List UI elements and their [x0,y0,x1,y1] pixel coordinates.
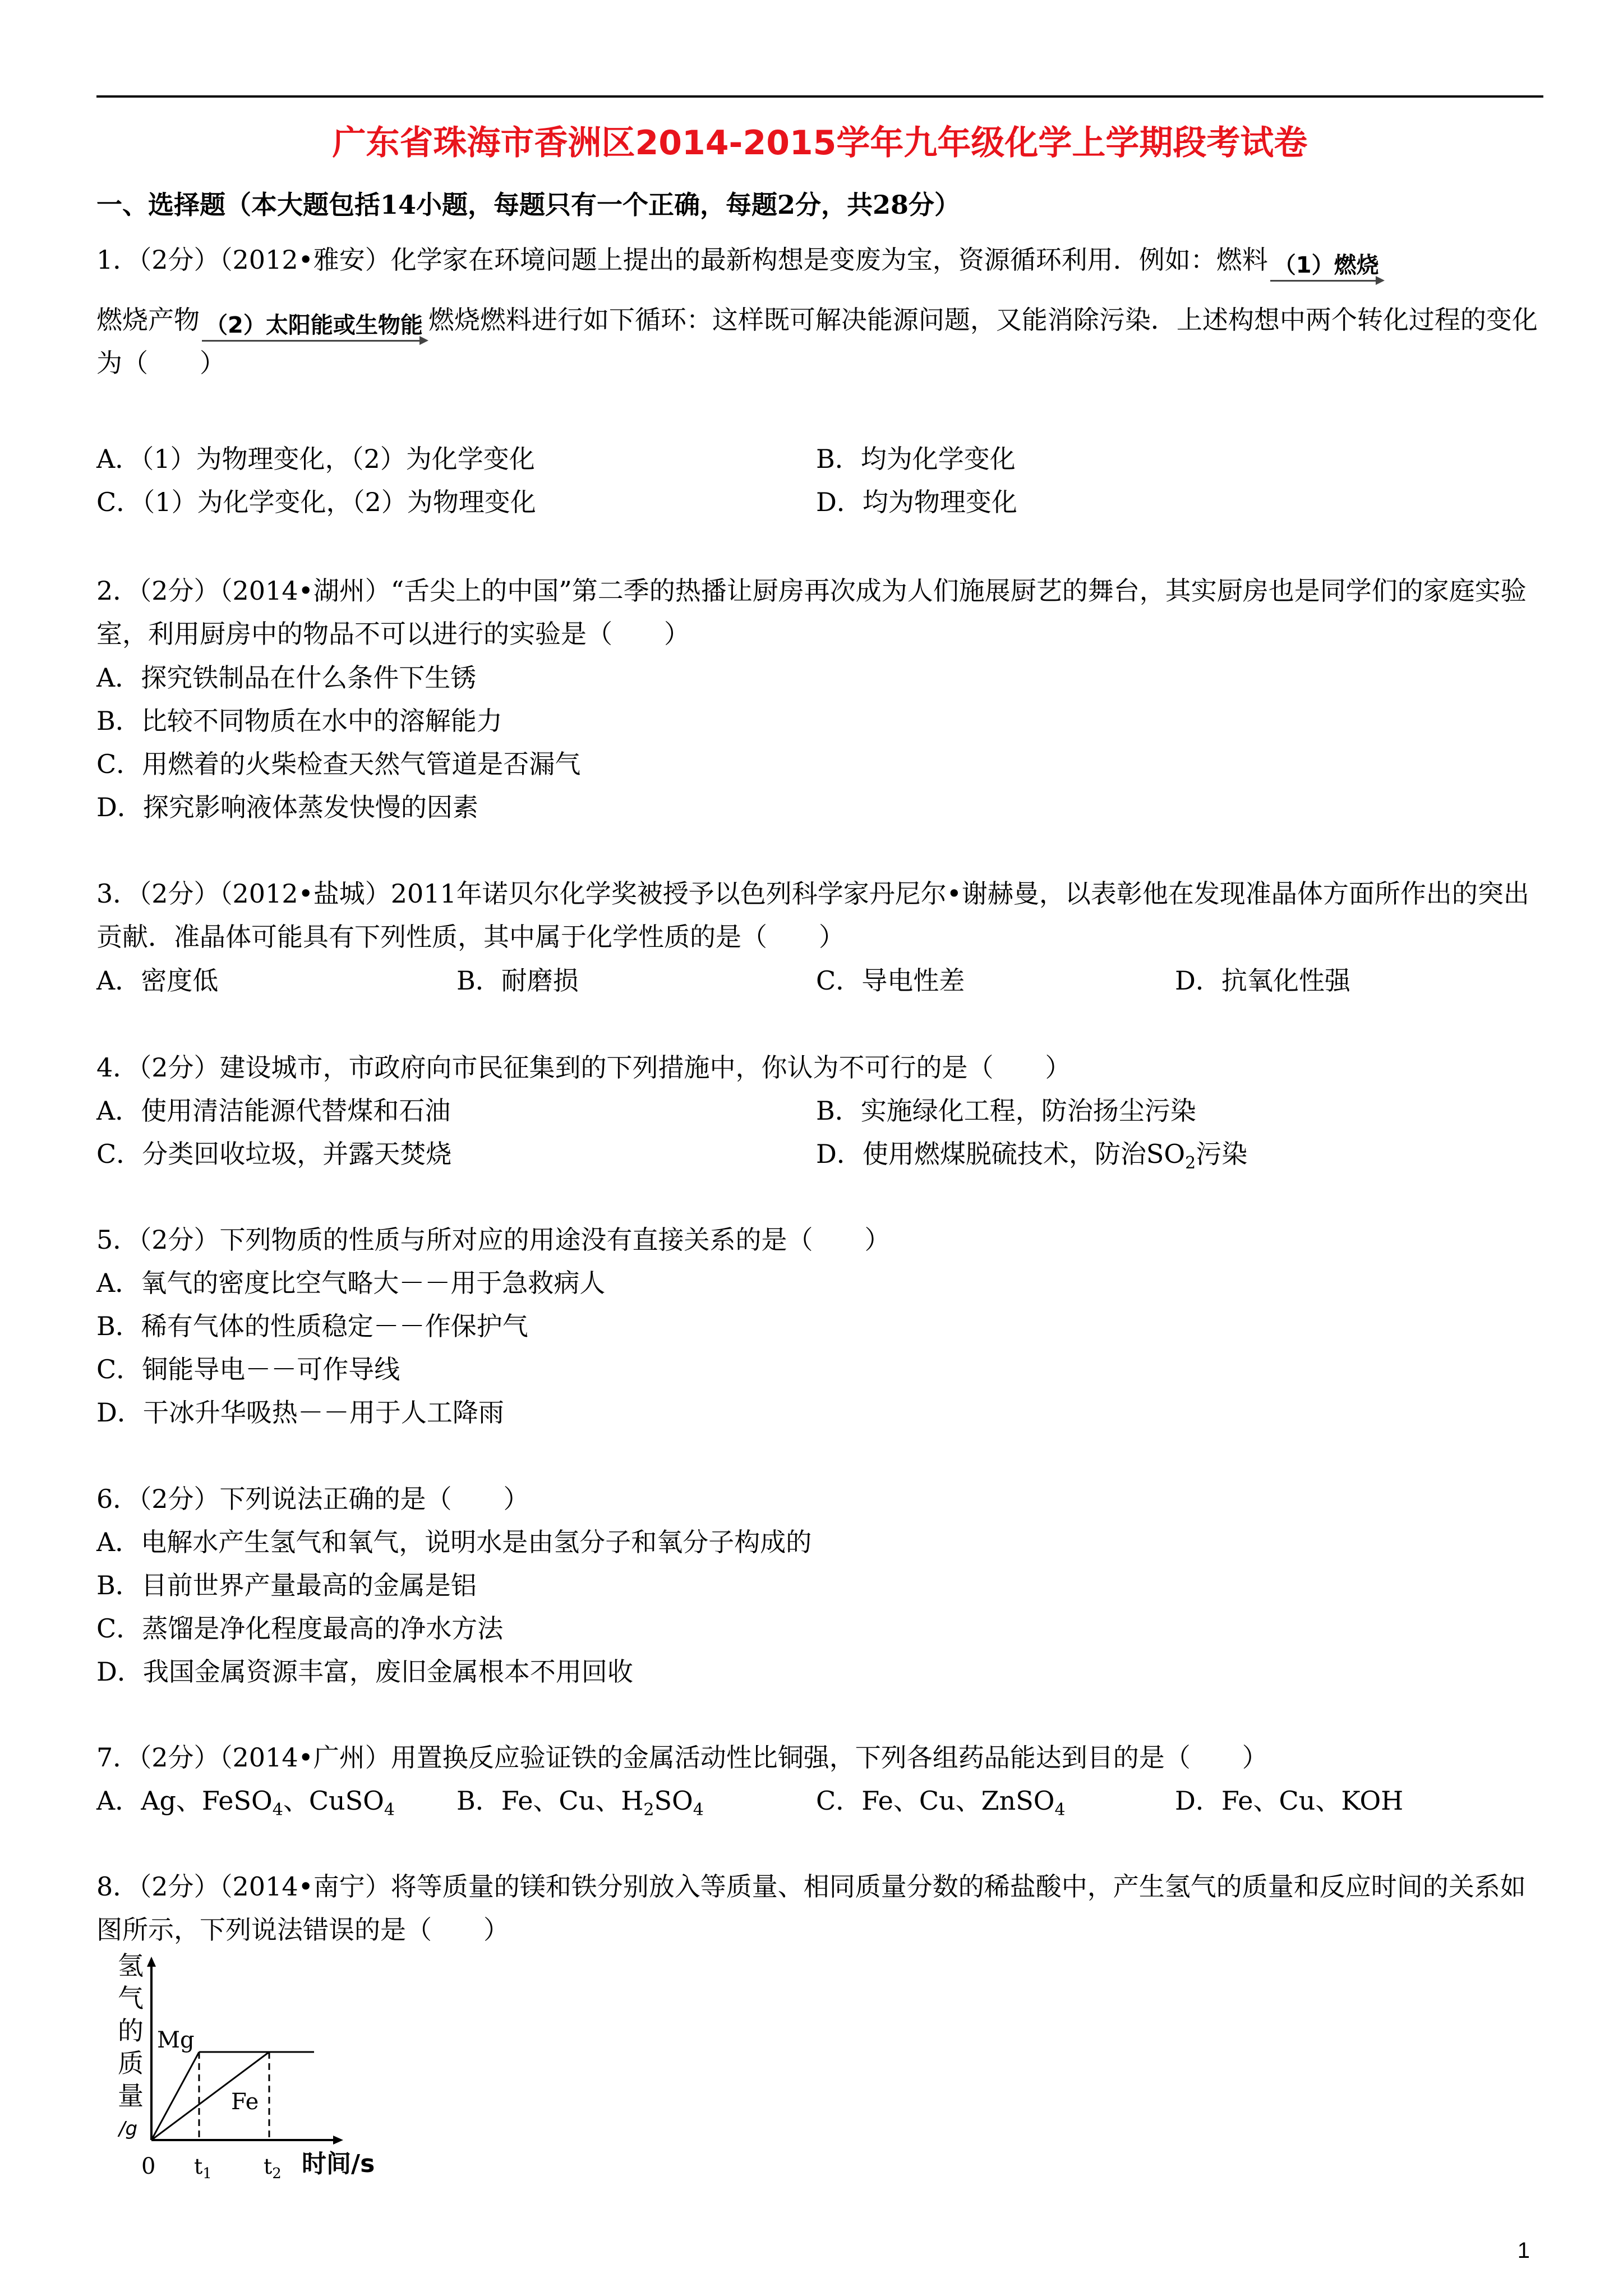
q4-option-d-subscript: 2 [1185,1153,1196,1174]
question-1 [96,238,1543,385]
q4-option-c: C．分类回收垃圾，并露天焚烧 [96,1139,452,1169]
q6-option-b: B．目前世界产量最高的金属是铝 [96,1570,477,1600]
t2-letter: t [264,2154,273,2179]
q7-option-c [816,1779,1066,1832]
x-axis-label: 时间/s [302,2150,375,2178]
ylabel-char-3: 的 [118,2016,144,2046]
t2-label [264,2154,282,2182]
q1-text-c: 燃烧燃料进行如下循环：这样既可解决能源问题，又能消除污染．上述构想中两个转化过程的变化为（ ） [96,305,1538,378]
q7-c-text: C．Fe、Cu、ZnSO [816,1786,1055,1816]
t1-subscript: 1 [202,2165,212,2182]
q6-option-a: A．电解水产生氢气和氧气，说明水是由氢分子和氧分子构成的 [96,1527,812,1557]
q3-option-c: C．导电性差 [816,965,965,996]
page-number: 1 [1517,2238,1530,2263]
top-rule [96,95,1543,98]
mg-label: Mg [157,2027,195,2053]
section-heading: 一、选择题（本大题包括14小题，每题只有一个正确，每题2分，共28分） [96,190,961,220]
q4-option-b: B．实施绿化工程，防治扬尘污染 [816,1096,1196,1126]
page-title: 广东省珠海市香洲区2014-2015学年九年级化学上学期段考试卷 [332,123,1308,163]
q1-text-a: 1．（2分）（2012•雅安）化学家在环境问题上提出的最新构想是变废为宝，资源循环利用．例如：燃料 [96,245,1268,275]
q7-b-sub1: 2 [643,1800,654,1820]
question-3: 3．（2分）（2012•盐城）2011年诺贝尔化学奖被授予以色列科学家丹尼尔•谢赫曼，以表彰他在发现准晶体方面所作出的突出贡献．准晶体可能具有下列性质，其中属于化学性质的是（ ） [96,878,1529,952]
q4-option-d-text: D．使用燃煤脱硫技术，防治SO [816,1139,1186,1169]
t2-subscript: 2 [272,2165,282,2182]
q7-option-a [96,1779,395,1832]
reaction-arrow-2: （2）太阳能或生物能 [202,312,426,342]
q7-a-text: A．Ag、FeSO [96,1786,273,1816]
q7-a-sub1: 4 [272,1800,283,1820]
q4-option-d-text-end: 污染 [1196,1139,1248,1169]
question-4: 4．（2分）建设城市，市政府向市民征集到的下列措施中，你认为不可行的是（ ） [96,1052,1071,1083]
q3-option-a: A．密度低 [96,965,219,996]
q5-option-c: C．铜能导电－－可作导线 [96,1354,400,1384]
origin-label: 0 [141,2154,156,2179]
q2-option-c: C．用燃着的火柴检查天然气管道是否漏气 [96,749,581,779]
ylabel-char-2: 气 [118,1983,144,2013]
hydrogen-mass-time-graph [95,1947,432,2205]
q5-option-a: A．氧气的密度比空气略大－－用于急救病人 [96,1268,606,1298]
t1-label [194,2154,212,2182]
q1-option-a: A．（1）为物理变化，（2）为化学变化 [96,444,535,474]
x-axis-arrow [333,2136,343,2145]
q7-a-sub2: 4 [384,1800,395,1820]
y-unit: /g [119,2118,138,2140]
y-axis-arrow [147,1957,156,1967]
q7-a-text2: 、CuSO [283,1786,384,1816]
q7-b-sub2: 4 [693,1800,704,1820]
q6-option-d: D．我国金属资源丰富，废旧金属根本不用回收 [96,1657,633,1687]
question-2: 2．（2分）（2014•湖州）“舌尖上的中国”第二季的热播让厨房再次成为人们施展厨艺的舞台，其实厨房也是同学们的家庭实验室，利用厨房中的物品不可以进行的实验是（ ） [96,576,1527,649]
q2-option-d: D．探究影响液体蒸发快慢的因素 [96,792,478,822]
q1-option-b: B．均为化学变化 [816,444,1016,474]
question-5: 5．（2分）下列物质的性质与所对应的用途没有直接关系的是（ ） [96,1225,891,1255]
q3-option-b: B．耐磨损 [457,965,579,996]
ylabel-char-1: 氢 [118,1950,144,1981]
q4-option-a: A．使用清洁能源代替煤和石油 [96,1096,451,1126]
q4-option-d [816,1133,1247,1185]
mg-line [151,2052,199,2140]
q7-c-sub: 4 [1054,1800,1066,1820]
q5-option-b: B．稀有气体的性质稳定－－作保护气 [96,1311,528,1341]
q2-option-a: A．探究铁制品在什么条件下生锈 [96,662,477,693]
q7-b-text: B．Fe、Cu、H [457,1786,644,1816]
t1-letter: t [194,2154,203,2179]
ylabel-char-5: 量 [118,2081,144,2111]
question-6: 6．（2分）下列说法正确的是（ ） [96,1484,529,1514]
ylabel-char-4: 质 [118,2048,144,2078]
q1-option-c: C．（1）为化学变化，（2）为物理变化 [96,487,536,517]
fe-label: Fe [231,2089,259,2115]
q6-option-c: C．蒸馏是净化程度最高的净水方法 [96,1613,504,1644]
reaction-arrow-1: （1）燃烧 [1270,252,1382,282]
q3-option-d: D．抗氧化性强 [1175,965,1350,996]
q7-b-text2: SO [654,1786,693,1816]
question-7: 7．（2分）（2014•广州）用置换反应验证铁的金属活动性比铜强，下列各组药品能达到目的是（ ） [96,1742,1268,1773]
q1-option-d: D．均为物理变化 [816,487,1017,517]
q7-option-b [457,1779,704,1832]
q2-option-b: B．比较不同物质在水中的溶解能力 [96,706,502,736]
q1-text-b: 燃烧产物 [96,305,200,335]
question-8: 8．（2分）（2014•南宁）将等质量的镁和铁分别放入等质量、相同质量分数的稀盐酸中，产生氢气的质量和反应时间的关系如图所示，下列说法错误的是（ ） [96,1871,1526,1945]
q7-option-d: D．Fe、Cu、KOH [1175,1786,1404,1816]
q5-option-d: D．干冰升华吸热－－用于人工降雨 [96,1397,504,1428]
